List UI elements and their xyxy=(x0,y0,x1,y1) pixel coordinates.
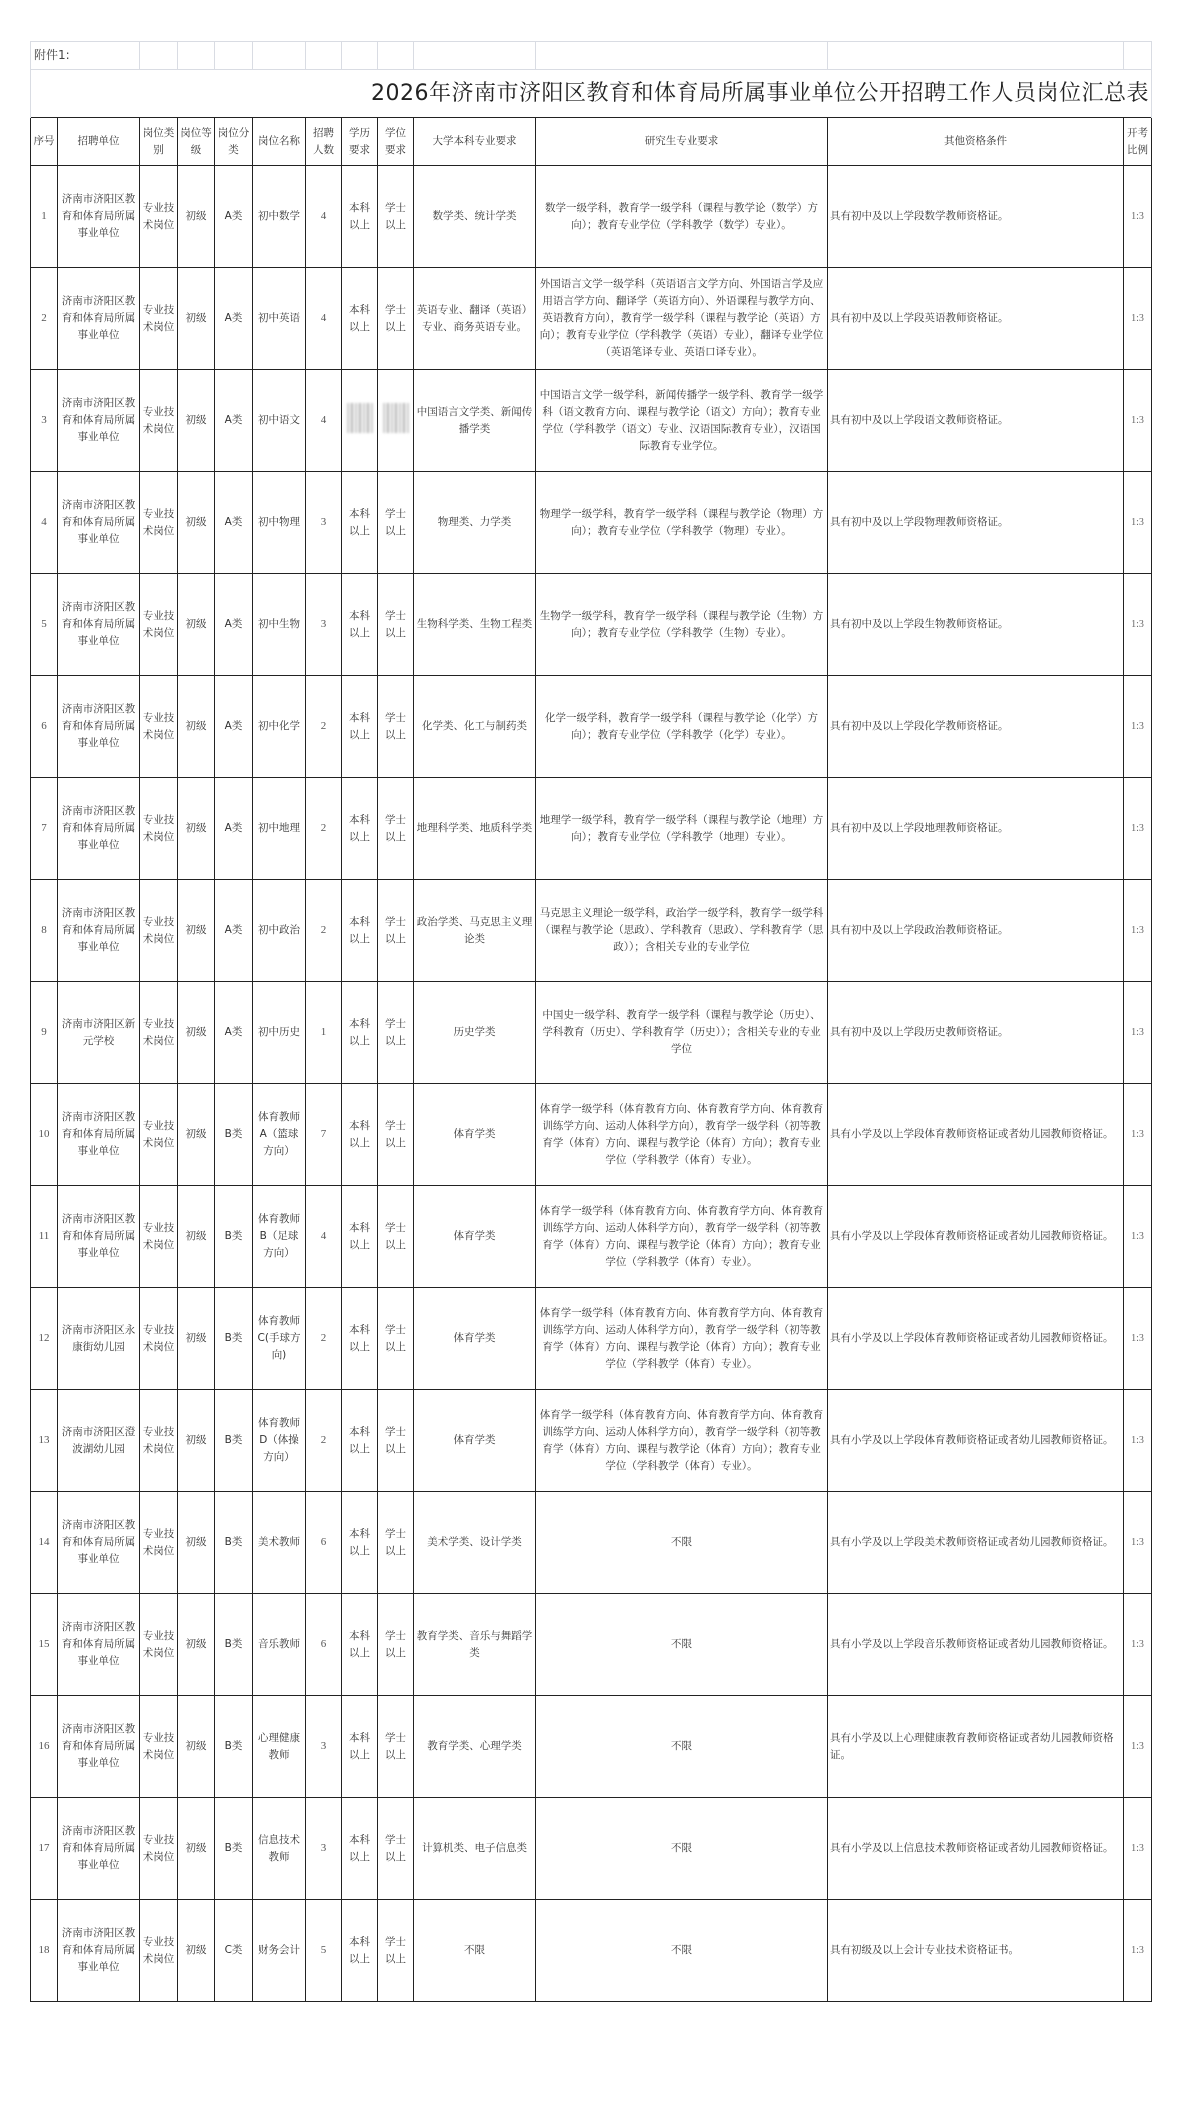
cell-degree: 学士以上 xyxy=(378,778,414,880)
cell-education: 本科以上 xyxy=(342,472,378,574)
cell-undergrad-major: 物理类、力学类 xyxy=(414,472,536,574)
cell-post-class: B类 xyxy=(215,1390,253,1492)
cell-count: 7 xyxy=(306,1084,342,1186)
cell-seq: 8 xyxy=(31,880,58,982)
cell-undergrad-major: 中国语言文学类、新闻传播学类 xyxy=(414,370,536,472)
cell-unit: 济南市济阳区教育和体育局所属事业单位 xyxy=(58,1186,140,1288)
cell-ratio: 1:3 xyxy=(1124,1696,1152,1798)
cell-other: 具有初中及以上学段化学教师资格证。 xyxy=(828,676,1124,778)
cell-count: 2 xyxy=(306,1390,342,1492)
cell-ratio: 1:3 xyxy=(1124,676,1152,778)
cell-post-class: A类 xyxy=(215,676,253,778)
cell-post-class: B类 xyxy=(215,1288,253,1390)
cell-post-type: 专业技术岗位 xyxy=(140,982,178,1084)
cell-post-name: 初中政治 xyxy=(253,880,306,982)
cell-ratio: 1:3 xyxy=(1124,1492,1152,1594)
cell-undergrad-major: 美术学类、设计学类 xyxy=(414,1492,536,1594)
cell-ratio: 1:3 xyxy=(1124,268,1152,370)
cell-undergrad-major: 生物科学类、生物工程类 xyxy=(414,574,536,676)
cell-seq: 2 xyxy=(31,268,58,370)
cell-ratio: 1:3 xyxy=(1124,880,1152,982)
cell-post-type: 专业技术岗位 xyxy=(140,472,178,574)
header-post-type: 岗位类别 xyxy=(140,118,178,166)
cell-education: 本科以上 xyxy=(342,1900,378,2002)
cell-grad-major: 化学一级学科，教育学一级学科（课程与教学论（化学）方向）；教育专业学位（学科教学（化学）专业）。 xyxy=(536,676,828,778)
cell-post-type: 专业技术岗位 xyxy=(140,676,178,778)
cell-post-type: 专业技术岗位 xyxy=(140,1084,178,1186)
table-row xyxy=(31,880,1152,982)
page-title: 2026年济南市济阳区教育和体育局所属事业单位公开招聘工作人员岗位汇总表 xyxy=(31,70,1152,118)
cell-grad-major: 中国语言文学一级学科，新闻传播学一级学科、教育学一级学科（语文教育方向、课程与教学论（语文）方向）；教育专业学位（学科教学（语文）专业、汉语国际教育专业），汉语国际教育专业学位。 xyxy=(536,370,828,472)
cell-undergrad-major: 政治学类、马克思主义理论类 xyxy=(414,880,536,982)
table-row xyxy=(31,1186,1152,1288)
cell-unit: 济南市济阳区教育和体育局所属事业单位 xyxy=(58,1492,140,1594)
header-post-name: 岗位名称 xyxy=(253,118,306,166)
cell-count: 3 xyxy=(306,1696,342,1798)
cell-unit: 济南市济阳区教育和体育局所属事业单位 xyxy=(58,1798,140,1900)
table-row xyxy=(31,1084,1152,1186)
cell-other: 具有初中及以上学段数学教师资格证。 xyxy=(828,166,1124,268)
cell-seq: 13 xyxy=(31,1390,58,1492)
cell-seq: 7 xyxy=(31,778,58,880)
cell-grad-major: 物理学一级学科，教育学一级学科（课程与教学论（物理）方向）；教育专业学位（学科教学（物理）专业）。 xyxy=(536,472,828,574)
header-degree: 学位要求 xyxy=(378,118,414,166)
cell-grad-major: 不限 xyxy=(536,1798,828,1900)
cell-unit: 济南市济阳区教育和体育局所属事业单位 xyxy=(58,574,140,676)
cell-ratio: 1:3 xyxy=(1124,166,1152,268)
cell-post-name: 财务会计 xyxy=(253,1900,306,2002)
cell-seq: 5 xyxy=(31,574,58,676)
cell-other: 具有初中及以上学段语文教师资格证。 xyxy=(828,370,1124,472)
cell-other: 具有小学及以上学段体育教师资格证或者幼儿园教师资格证。 xyxy=(828,1186,1124,1288)
table-row xyxy=(31,1288,1152,1390)
cell-count: 3 xyxy=(306,574,342,676)
cell-degree: 学士以上 xyxy=(378,1492,414,1594)
cell-unit: 济南市济阳区教育和体育局所属事业单位 xyxy=(58,778,140,880)
cell-post-class: B类 xyxy=(215,1594,253,1696)
cell-undergrad-major: 教育学类、音乐与舞蹈学类 xyxy=(414,1594,536,1696)
cell-count: 2 xyxy=(306,676,342,778)
cell-undergrad-major: 英语专业、翻译（英语）专业、商务英语专业。 xyxy=(414,268,536,370)
cell-degree: 学士以上 xyxy=(378,880,414,982)
cell-other: 具有初中及以上学段历史教师资格证。 xyxy=(828,982,1124,1084)
cell-post-class: A类 xyxy=(215,472,253,574)
header-post-class: 岗位分类 xyxy=(215,118,253,166)
blurred-text-placeholder xyxy=(347,403,373,433)
cell-post-level: 初级 xyxy=(178,676,215,778)
cell-degree: 学士以上 xyxy=(378,574,414,676)
cell-degree: 学士以上 xyxy=(378,1900,414,2002)
cell-post-name: 信息技术教师 xyxy=(253,1798,306,1900)
cell-undergrad-major: 体育学类 xyxy=(414,1390,536,1492)
cell-seq: 18 xyxy=(31,1900,58,2002)
cell-post-level: 初级 xyxy=(178,268,215,370)
cell-seq: 6 xyxy=(31,676,58,778)
cell-post-name: 初中化学 xyxy=(253,676,306,778)
cell-degree: 学士以上 xyxy=(378,1084,414,1186)
header-unit: 招聘单位 xyxy=(58,118,140,166)
cell-other: 具有初级及以上会计专业技术资格证书。 xyxy=(828,1900,1124,2002)
header-ratio: 开考比例 xyxy=(1124,118,1152,166)
cell-grad-major: 外国语言文学一级学科（英语语言文学方向、外国语言学及应用语言学方向、翻译学（英语方向）、外语课程与教学方向、英语教育方向），教育学一级学科（课程与教学论（英语）方向）；教育专业学位（学科教学（英语）专业），翻译专业学位（英语笔译专业、英语口译专业）。 xyxy=(536,268,828,370)
cell-count: 6 xyxy=(306,1594,342,1696)
cell-ratio: 1:3 xyxy=(1124,1288,1152,1390)
cell-education: 本科以上 xyxy=(342,574,378,676)
cell-grad-major: 不限 xyxy=(536,1696,828,1798)
cell-grad-major: 体育学一级学科（体育教育方向、体育教育学方向、体育教育训练学方向、运动人体科学方向），教育学一级学科（初等教育学（体育）方向、课程与教学论（体育）方向）；教育专业学位（学科教学（体育）专业）。 xyxy=(536,1390,828,1492)
cell-other: 具有小学及以上学段体育教师资格证或者幼儿园教师资格证。 xyxy=(828,1288,1124,1390)
cell-unit: 济南市济阳区教育和体育局所属事业单位 xyxy=(58,268,140,370)
cell-education: 本科以上 xyxy=(342,1390,378,1492)
cell-post-name: 音乐教师 xyxy=(253,1594,306,1696)
cell-unit: 济南市济阳区新元学校 xyxy=(58,982,140,1084)
cell-undergrad-major: 体育学类 xyxy=(414,1084,536,1186)
cell-unit: 济南市济阳区教育和体育局所属事业单位 xyxy=(58,370,140,472)
cell-education: 本科以上 xyxy=(342,880,378,982)
attachment-label: 附件1: xyxy=(31,42,140,70)
cell-degree: 学士以上 xyxy=(378,982,414,1084)
cell-unit: 济南市济阳区教育和体育局所属事业单位 xyxy=(58,1594,140,1696)
cell-unit: 济南市济阳区教育和体育局所属事业单位 xyxy=(58,1900,140,2002)
cell-post-class: A类 xyxy=(215,880,253,982)
cell-unit: 济南市济阳区教育和体育局所属事业单位 xyxy=(58,880,140,982)
cell-education: 本科以上 xyxy=(342,778,378,880)
cell-post-type: 专业技术岗位 xyxy=(140,880,178,982)
cell-undergrad-major: 体育学类 xyxy=(414,1186,536,1288)
cell-post-level: 初级 xyxy=(178,1492,215,1594)
cell-education xyxy=(342,370,378,472)
cell-ratio: 1:3 xyxy=(1124,574,1152,676)
header-seq: 序号 xyxy=(31,118,58,166)
cell-post-level: 初级 xyxy=(178,166,215,268)
cell-count: 4 xyxy=(306,166,342,268)
cell-post-name: 体育教师C(手球方向) xyxy=(253,1288,306,1390)
cell-post-type: 专业技术岗位 xyxy=(140,778,178,880)
cell-undergrad-major: 历史学类 xyxy=(414,982,536,1084)
cell-education: 本科以上 xyxy=(342,982,378,1084)
cell-degree: 学士以上 xyxy=(378,1696,414,1798)
cell-ratio: 1:3 xyxy=(1124,1594,1152,1696)
cell-unit: 济南市济阳区澄波湖幼儿园 xyxy=(58,1390,140,1492)
cell-ratio: 1:3 xyxy=(1124,370,1152,472)
title-row xyxy=(31,70,1152,118)
header-post-level: 岗位等级 xyxy=(178,118,215,166)
cell-post-type: 专业技术岗位 xyxy=(140,1900,178,2002)
recruitment-summary-sheet xyxy=(30,41,1151,2002)
cell-grad-major: 地理学一级学科，教育学一级学科（课程与教学论（地理）方向）；教育专业学位（学科教学（地理）专业）。 xyxy=(536,778,828,880)
cell-post-type: 专业技术岗位 xyxy=(140,1186,178,1288)
table-row xyxy=(31,574,1152,676)
cell-post-class: B类 xyxy=(215,1084,253,1186)
cell-post-level: 初级 xyxy=(178,1594,215,1696)
cell-post-level: 初级 xyxy=(178,472,215,574)
cell-grad-major: 数学一级学科，教育学一级学科（课程与教学论（数学）方向）；教育专业学位（学科教学（数学）专业）。 xyxy=(536,166,828,268)
table-row xyxy=(31,472,1152,574)
cell-grad-major: 体育学一级学科（体育教育方向、体育教育学方向、体育教育训练学方向、运动人体科学方向），教育学一级学科（初等教育学（体育）方向、课程与教学论（体育）方向）；教育专业学位（学科教学（体育）专业）。 xyxy=(536,1186,828,1288)
header-education: 学历要求 xyxy=(342,118,378,166)
cell-post-class: A类 xyxy=(215,574,253,676)
cell-post-class: A类 xyxy=(215,370,253,472)
cell-post-name: 初中语文 xyxy=(253,370,306,472)
cell-other: 具有小学及以上学段美术教师资格证或者幼儿园教师资格证。 xyxy=(828,1492,1124,1594)
cell-post-name: 初中英语 xyxy=(253,268,306,370)
cell-education: 本科以上 xyxy=(342,1492,378,1594)
cell-post-name: 初中地理 xyxy=(253,778,306,880)
cell-post-level: 初级 xyxy=(178,982,215,1084)
cell-grad-major: 生物学一级学科，教育学一级学科（课程与教学论（生物）方向）；教育专业学位（学科教学（生物）专业）。 xyxy=(536,574,828,676)
table-row xyxy=(31,1390,1152,1492)
header-count: 招聘人数 xyxy=(306,118,342,166)
cell-post-name: 初中物理 xyxy=(253,472,306,574)
table-row xyxy=(31,676,1152,778)
header-other: 其他资格条件 xyxy=(828,118,1124,166)
cell-count: 2 xyxy=(306,778,342,880)
cell-education: 本科以上 xyxy=(342,1084,378,1186)
cell-undergrad-major: 化学类、化工与制药类 xyxy=(414,676,536,778)
table-row xyxy=(31,268,1152,370)
cell-other: 具有小学及以上学段体育教师资格证或者幼儿园教师资格证。 xyxy=(828,1084,1124,1186)
cell-education: 本科以上 xyxy=(342,1696,378,1798)
cell-undergrad-major: 教育学类、心理学类 xyxy=(414,1696,536,1798)
cell-post-class: C类 xyxy=(215,1900,253,2002)
cell-education: 本科以上 xyxy=(342,676,378,778)
cell-unit: 济南市济阳区教育和体育局所属事业单位 xyxy=(58,472,140,574)
cell-seq: 14 xyxy=(31,1492,58,1594)
cell-post-type: 专业技术岗位 xyxy=(140,370,178,472)
cell-education: 本科以上 xyxy=(342,1186,378,1288)
cell-count: 2 xyxy=(306,880,342,982)
cell-post-type: 专业技术岗位 xyxy=(140,1492,178,1594)
cell-ratio: 1:3 xyxy=(1124,1084,1152,1186)
cell-degree: 学士以上 xyxy=(378,472,414,574)
cell-post-type: 专业技术岗位 xyxy=(140,1594,178,1696)
cell-post-class: A类 xyxy=(215,268,253,370)
cell-post-level: 初级 xyxy=(178,1288,215,1390)
cell-seq: 12 xyxy=(31,1288,58,1390)
cell-grad-major: 体育学一级学科（体育教育方向、体育教育学方向、体育教育训练学方向、运动人体科学方向），教育学一级学科（初等教育学（体育）方向、课程与教学论（体育）方向）；教育专业学位（学科教学（体育）专业）。 xyxy=(536,1084,828,1186)
cell-post-type: 专业技术岗位 xyxy=(140,1288,178,1390)
cell-degree: 学士以上 xyxy=(378,1390,414,1492)
table-row xyxy=(31,1798,1152,1900)
cell-post-name: 体育教师D（体操方向） xyxy=(253,1390,306,1492)
cell-post-class: B类 xyxy=(215,1798,253,1900)
cell-ratio: 1:3 xyxy=(1124,1186,1152,1288)
cell-grad-major: 体育学一级学科（体育教育方向、体育教育学方向、体育教育训练学方向、运动人体科学方向），教育学一级学科（初等教育学（体育）方向、课程与教学论（体育）方向）；教育专业学位（学科教学（体育）专业）。 xyxy=(536,1288,828,1390)
table-row xyxy=(31,1696,1152,1798)
cell-ratio: 1:3 xyxy=(1124,472,1152,574)
cell-education: 本科以上 xyxy=(342,1288,378,1390)
cell-post-type: 专业技术岗位 xyxy=(140,268,178,370)
cell-post-level: 初级 xyxy=(178,778,215,880)
cell-count: 4 xyxy=(306,1186,342,1288)
cell-grad-major: 马克思主义理论一级学科，政治学一级学科，教育学一级学科（课程与教学论（思政）、学科教育（思政）、学科教育学（思政））；含相关专业的专业学位 xyxy=(536,880,828,982)
cell-other: 具有初中及以上学段英语教师资格证。 xyxy=(828,268,1124,370)
cell-unit: 济南市济阳区教育和体育局所属事业单位 xyxy=(58,166,140,268)
cell-unit: 济南市济阳区永康街幼儿园 xyxy=(58,1288,140,1390)
cell-count: 1 xyxy=(306,982,342,1084)
cell-post-type: 专业技术岗位 xyxy=(140,166,178,268)
table-row xyxy=(31,778,1152,880)
cell-education: 本科以上 xyxy=(342,1594,378,1696)
cell-other: 具有初中及以上学段政治教师资格证。 xyxy=(828,880,1124,982)
cell-degree: 学士以上 xyxy=(378,166,414,268)
cell-post-class: A类 xyxy=(215,778,253,880)
cell-undergrad-major: 数学类、统计学类 xyxy=(414,166,536,268)
cell-undergrad-major: 不限 xyxy=(414,1900,536,2002)
cell-count: 3 xyxy=(306,472,342,574)
cell-degree: 学士以上 xyxy=(378,268,414,370)
cell-grad-major: 不限 xyxy=(536,1594,828,1696)
cell-seq: 4 xyxy=(31,472,58,574)
header-undergrad-major: 大学本科专业要求 xyxy=(414,118,536,166)
cell-seq: 11 xyxy=(31,1186,58,1288)
cell-post-class: B类 xyxy=(215,1696,253,1798)
cell-seq: 17 xyxy=(31,1798,58,1900)
cell-post-level: 初级 xyxy=(178,1696,215,1798)
cell-other: 具有初中及以上学段物理教师资格证。 xyxy=(828,472,1124,574)
cell-degree xyxy=(378,370,414,472)
cell-post-level: 初级 xyxy=(178,880,215,982)
cell-seq: 9 xyxy=(31,982,58,1084)
table-row xyxy=(31,982,1152,1084)
cell-post-type: 专业技术岗位 xyxy=(140,1390,178,1492)
cell-degree: 学士以上 xyxy=(378,1288,414,1390)
cell-post-name: 初中生物 xyxy=(253,574,306,676)
cell-degree: 学士以上 xyxy=(378,1594,414,1696)
cell-other: 具有小学及以上学段音乐教师资格证或者幼儿园教师资格证。 xyxy=(828,1594,1124,1696)
table-header xyxy=(31,118,1152,166)
cell-post-class: A类 xyxy=(215,166,253,268)
cell-post-name: 美术教师 xyxy=(253,1492,306,1594)
cell-post-class: B类 xyxy=(215,1492,253,1594)
cell-ratio: 1:3 xyxy=(1124,1900,1152,2002)
cell-count: 4 xyxy=(306,370,342,472)
cell-post-level: 初级 xyxy=(178,370,215,472)
cell-unit: 济南市济阳区教育和体育局所属事业单位 xyxy=(58,1084,140,1186)
cell-undergrad-major: 计算机类、电子信息类 xyxy=(414,1798,536,1900)
cell-undergrad-major: 地理科学类、地质科学类 xyxy=(414,778,536,880)
table-row xyxy=(31,166,1152,268)
cell-post-type: 专业技术岗位 xyxy=(140,574,178,676)
cell-education: 本科以上 xyxy=(342,166,378,268)
cell-grad-major: 不限 xyxy=(536,1492,828,1594)
cell-seq: 16 xyxy=(31,1696,58,1798)
cell-ratio: 1:3 xyxy=(1124,1798,1152,1900)
cell-unit: 济南市济阳区教育和体育局所属事业单位 xyxy=(58,1696,140,1798)
cell-ratio: 1:3 xyxy=(1124,982,1152,1084)
table-row xyxy=(31,370,1152,472)
table-row xyxy=(31,1492,1152,1594)
cell-seq: 10 xyxy=(31,1084,58,1186)
cell-post-name: 体育教师A（篮球方向） xyxy=(253,1084,306,1186)
cell-post-level: 初级 xyxy=(178,1798,215,1900)
cell-count: 4 xyxy=(306,268,342,370)
cell-seq: 1 xyxy=(31,166,58,268)
cell-other: 具有初中及以上学段生物教师资格证。 xyxy=(828,574,1124,676)
cell-post-level: 初级 xyxy=(178,1186,215,1288)
cell-post-name: 心理健康教师 xyxy=(253,1696,306,1798)
cell-ratio: 1:3 xyxy=(1124,1390,1152,1492)
cell-post-level: 初级 xyxy=(178,1900,215,2002)
cell-ratio: 1:3 xyxy=(1124,778,1152,880)
header-grad-major: 研究生专业要求 xyxy=(536,118,828,166)
table-row xyxy=(31,1594,1152,1696)
positions-table xyxy=(30,41,1152,2002)
cell-count: 3 xyxy=(306,1798,342,1900)
cell-seq: 3 xyxy=(31,370,58,472)
table-row xyxy=(31,1900,1152,2002)
cell-other: 具有初中及以上学段地理教师资格证。 xyxy=(828,778,1124,880)
cell-post-name: 体育教师B（足球方向） xyxy=(253,1186,306,1288)
cell-post-type: 专业技术岗位 xyxy=(140,1696,178,1798)
cell-degree: 学士以上 xyxy=(378,1186,414,1288)
cell-post-level: 初级 xyxy=(178,1084,215,1186)
cell-post-class: B类 xyxy=(215,1186,253,1288)
cell-undergrad-major: 体育学类 xyxy=(414,1288,536,1390)
attachment-row xyxy=(31,42,1152,70)
cell-other: 具有小学及以上心理健康教育教师资格证或者幼儿园教师资格证。 xyxy=(828,1696,1124,1798)
cell-post-name: 初中历史 xyxy=(253,982,306,1084)
cell-count: 6 xyxy=(306,1492,342,1594)
cell-count: 2 xyxy=(306,1288,342,1390)
cell-count: 5 xyxy=(306,1900,342,2002)
cell-other: 具有小学及以上信息技术教师资格证或者幼儿园教师资格证。 xyxy=(828,1798,1124,1900)
cell-education: 本科以上 xyxy=(342,1798,378,1900)
cell-education: 本科以上 xyxy=(342,268,378,370)
cell-grad-major: 不限 xyxy=(536,1900,828,2002)
cell-grad-major: 中国史一级学科、教育学一级学科（课程与教学论（历史）、学科教育（历史）、学科教育学（历史））；含相关专业的专业学位 xyxy=(536,982,828,1084)
cell-degree: 学士以上 xyxy=(378,676,414,778)
cell-unit: 济南市济阳区教育和体育局所属事业单位 xyxy=(58,676,140,778)
cell-seq: 15 xyxy=(31,1594,58,1696)
cell-post-class: A类 xyxy=(215,982,253,1084)
cell-post-name: 初中数学 xyxy=(253,166,306,268)
cell-other: 具有小学及以上学段体育教师资格证或者幼儿园教师资格证。 xyxy=(828,1390,1124,1492)
cell-post-level: 初级 xyxy=(178,574,215,676)
cell-degree: 学士以上 xyxy=(378,1798,414,1900)
cell-post-type: 专业技术岗位 xyxy=(140,1798,178,1900)
cell-post-level: 初级 xyxy=(178,1390,215,1492)
blurred-text-placeholder xyxy=(383,403,409,433)
